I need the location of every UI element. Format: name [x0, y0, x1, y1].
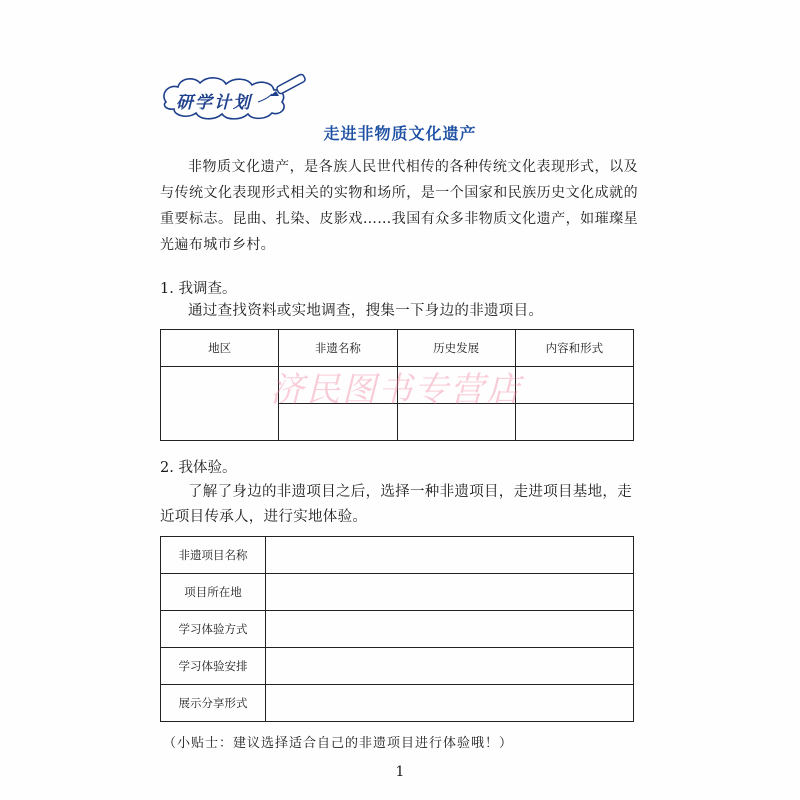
- row-label-schedule: 学习体验安排: [161, 648, 266, 685]
- table-row: [161, 648, 634, 685]
- row-label-method: 学习体验方式: [161, 611, 266, 648]
- survey-header-row: [161, 330, 634, 367]
- answer-cell[interactable]: [266, 648, 634, 685]
- page-title: 走进非物质文化遗产: [323, 124, 477, 143]
- table-cell[interactable]: [515, 367, 633, 404]
- tip-note: （小贴士：建议选择适合自己的非遗项目进行体验哦！）: [163, 736, 514, 751]
- table-cell[interactable]: [397, 404, 515, 441]
- table-cell[interactable]: [279, 404, 397, 441]
- survey-table: [160, 329, 634, 441]
- answer-cell[interactable]: [266, 611, 634, 648]
- row-label-project-name: 非遗项目名称: [161, 537, 266, 574]
- answer-cell[interactable]: [266, 685, 634, 722]
- table-cell[interactable]: [515, 404, 633, 441]
- table-cell[interactable]: [397, 367, 515, 404]
- table-row: [161, 685, 634, 722]
- table-row: [161, 537, 634, 574]
- section-badge: [158, 72, 318, 124]
- column-header-region: 地区: [161, 330, 279, 367]
- experience-table: [160, 536, 634, 722]
- table-row: [161, 611, 634, 648]
- section2-instruction: 了解了身边的非遗项目之后，选择一种非遗项目，走进项目基地，走近项目传承人，进行实地体验。: [160, 484, 632, 525]
- section2-heading: 2. 我体验。: [160, 460, 237, 476]
- section1-heading: 1. 我调查。: [160, 281, 237, 297]
- answer-cell[interactable]: [266, 537, 634, 574]
- badge-label: 研学计划: [176, 93, 252, 113]
- page-number: 1: [395, 764, 405, 780]
- table-cell[interactable]: [279, 367, 397, 404]
- column-header-history: 历史发展: [397, 330, 515, 367]
- region-cell[interactable]: [161, 367, 279, 441]
- pen-icon: [258, 73, 306, 102]
- column-header-name: 非遗名称: [279, 330, 397, 367]
- column-header-content: 内容和形式: [515, 330, 633, 367]
- table-row: [161, 574, 634, 611]
- table-row: [161, 367, 634, 404]
- shop-watermark: 济民图书专营店: [270, 370, 522, 410]
- intro-paragraph: 非物质文化遗产，是各族人民世代相传的各种传统文化表现形式，以及与传统文化表现形式相关的实物和场所，是一个国家和民族历史文化成就的重要标志。昆曲、扎染、皮影戏……我国有众多非物质文化遗产，如璀璨星光遍布城市乡村。: [160, 159, 638, 253]
- answer-cell[interactable]: [266, 574, 634, 611]
- section1-instruction: 通过查找资料或实地调查，搜集一下身边的非遗项目。: [188, 303, 544, 319]
- row-label-location: 项目所在地: [161, 574, 266, 611]
- row-label-presentation: 展示分享形式: [161, 685, 266, 722]
